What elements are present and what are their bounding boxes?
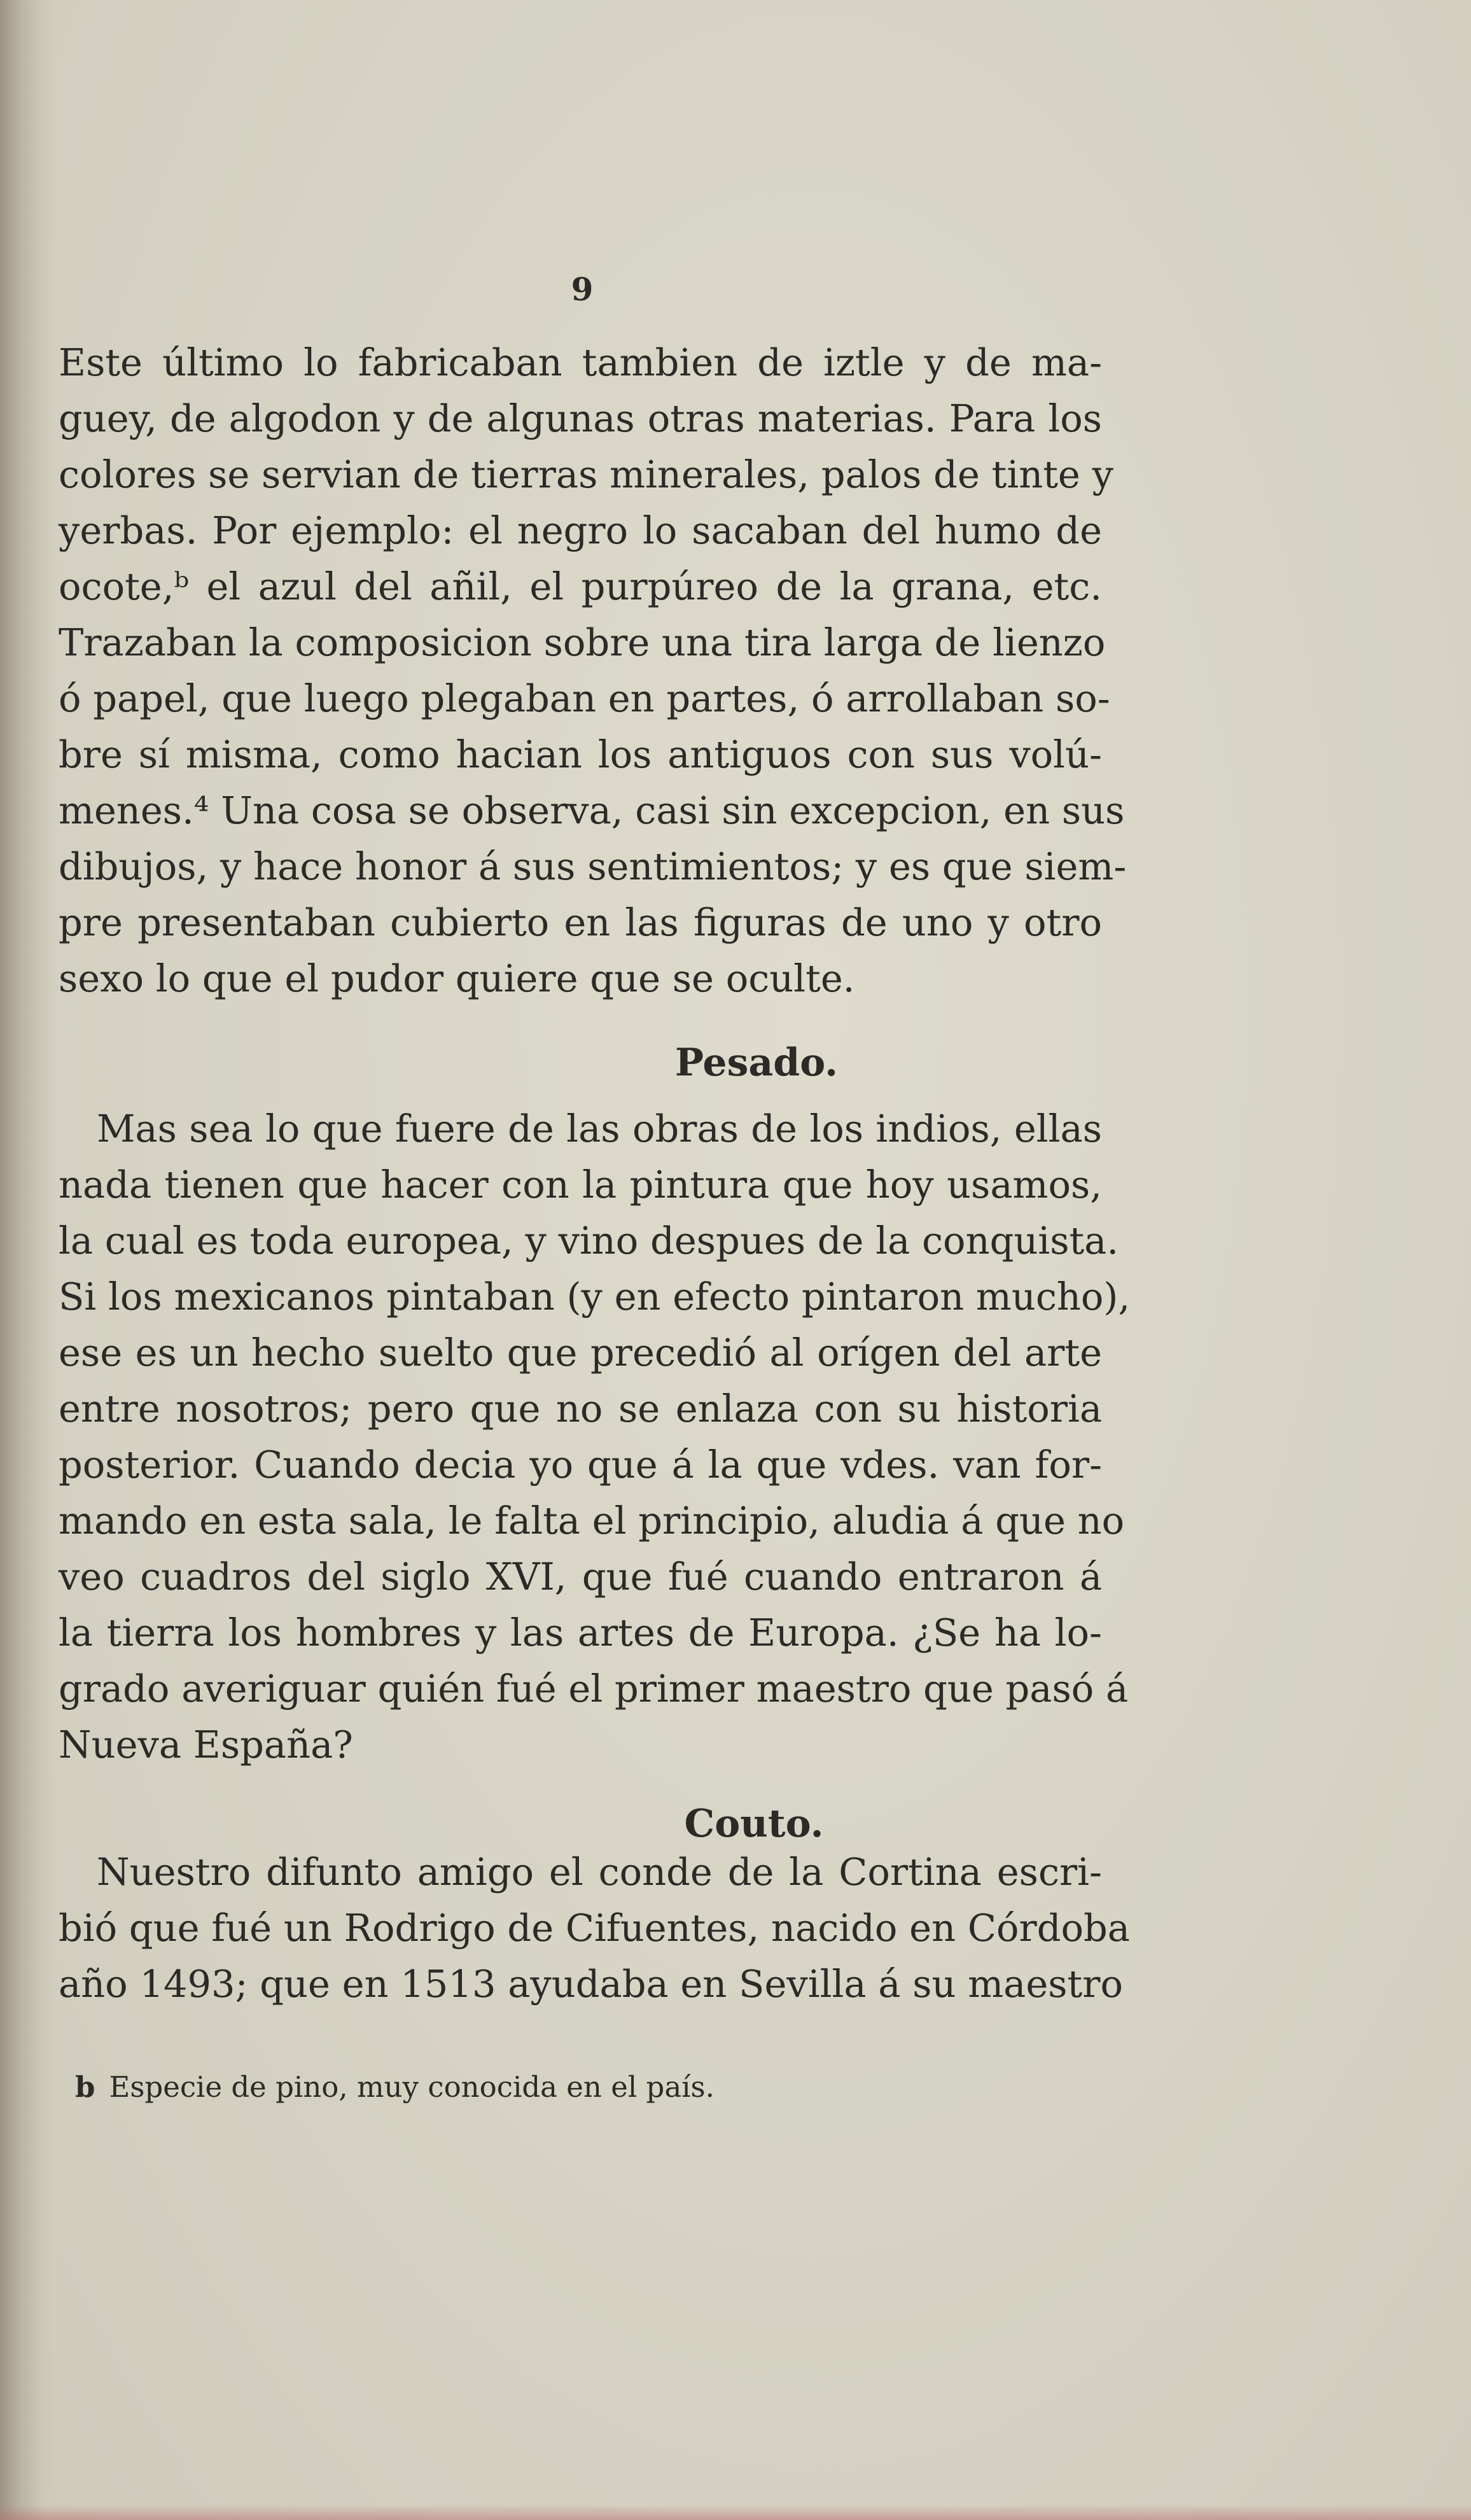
text-line: Mas sea lo que fuere de las obras de los indios, ellas [97,1107,1102,1151]
page-number: 9 [571,270,594,308]
footnote-text: Especie de pino, muy conocida en el país. [109,2070,715,2104]
text-line: la cual es toda europea, y vino despues de la conquista. [59,1219,1119,1263]
text-line: Si los mexicanos pintaban (y en efecto pintaron mucho), [59,1275,1131,1319]
text-line: Trazaban la composicion sobre una tira larga de lienzo [59,620,1106,664]
footnote-marker: b [75,2070,95,2104]
paragraph-pesado [59,1101,1131,1773]
speaker-heading-pesado: Pesado. [674,1040,839,1085]
text-line: sexo lo que el pudor quiere que se oculte. [59,956,855,1000]
text-line: bió que fué un Rodrigo de Cifuentes, nacido en Córdoba [59,1906,1130,1950]
text-line: mando en esta sala, le falta el principio, aludia á que no [59,1499,1125,1543]
text-line: guey, de algodon y de algunas otras materias. Para los [59,396,1102,440]
text-line: bre sí misma, como hacian los antiguos con sus volú- [59,732,1102,776]
paragraph-intro [59,335,1127,1007]
text-line: Este último lo fabricaban tambien de iztle y de ma- [59,340,1102,384]
footnote [75,2068,715,2106]
text-line: yerbas. Por ejemplo: el negro lo sacaban del humo de [59,508,1102,552]
text-line: ocote,ᵇ el azul del añil, el purpúreo de la grana, etc. [59,564,1102,608]
text-line: la tierra los hombres y las artes de Europa. ¿Se ha lo- [59,1611,1102,1655]
text-line: dibujos, y hace honor á sus sentimientos; y es que siem- [59,844,1127,888]
text-line: menes.⁴ Una cosa se observa, casi sin excepcion, en sus [59,788,1125,832]
text-line: grado averiguar quién fué el primer maestro que pasó á [59,1667,1129,1711]
text-line: Nueva España? [59,1723,353,1767]
text-line: posterior. Cuando decia yo que á la que vdes. van for- [59,1443,1102,1487]
text-line: año 1493; que en 1513 ayudaba en Sevilla á su maestro [59,1962,1123,2006]
text-line: entre nosotros; pero que no se enlaza con su historia [59,1387,1102,1431]
paragraph-couto [59,1844,1130,2012]
page-bottom-edge [0,2505,1471,2520]
text-line: Nuestro difunto amigo el conde de la Cortina escri- [97,1850,1102,1894]
speaker-heading-couto: Couto. [684,1802,824,1846]
text-line: colores se servian de tierras minerales, palos de tinte y [59,452,1113,496]
text-line: ó papel, que luego plegaban en partes, ó arrollaban so- [59,676,1110,720]
text-line: pre presentaban cubierto en las figuras de uno y otro [59,900,1102,944]
text-line: veo cuadros del siglo XVI, que fué cuando entraron á [59,1555,1102,1599]
text-line: nada tienen que hacer con la pintura que hoy usamos, [59,1163,1102,1207]
binding-edge [0,0,57,2520]
text-line: ese es un hecho suelto que precedió al orígen del arte [59,1331,1102,1375]
